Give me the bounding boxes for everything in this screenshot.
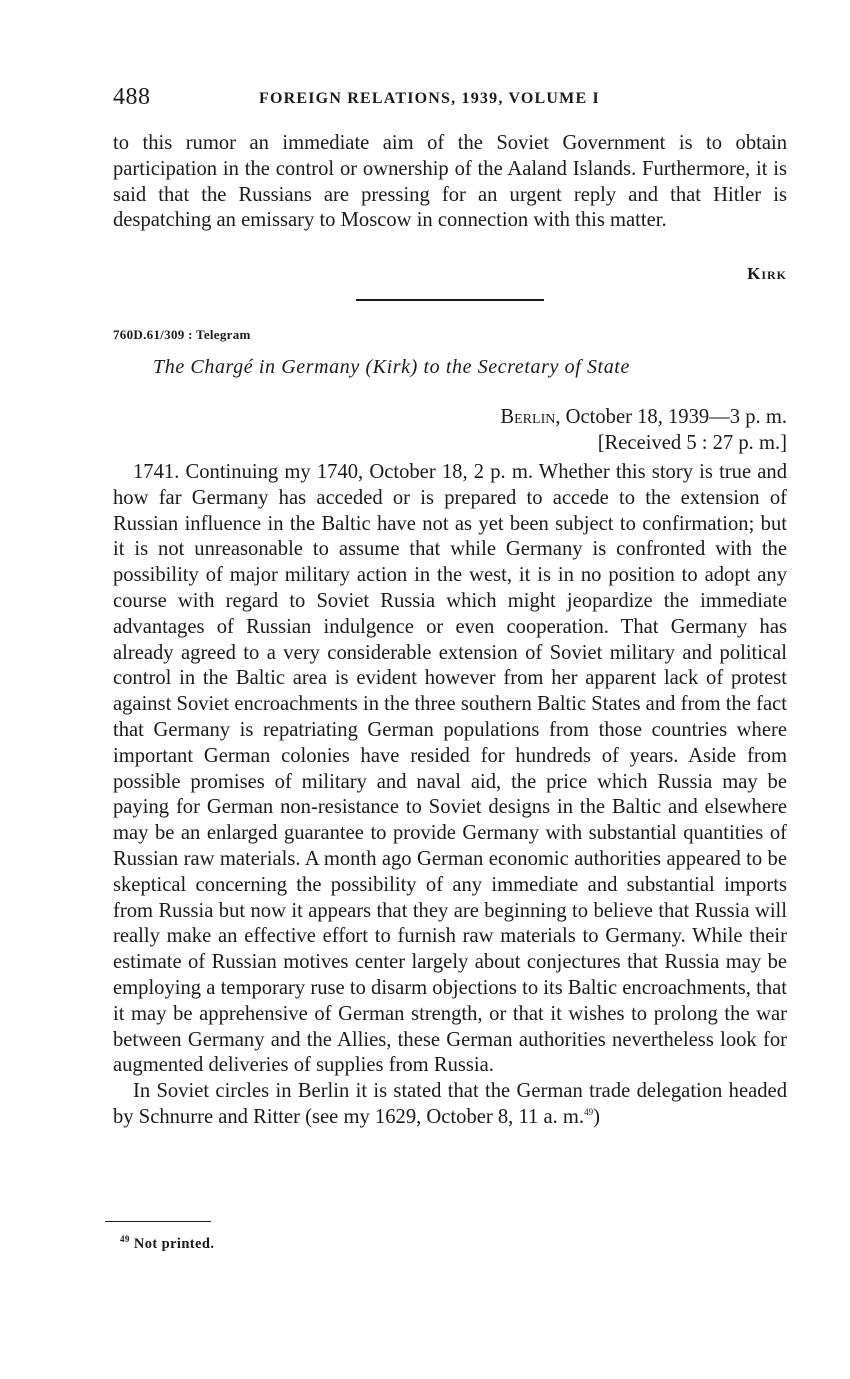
signature: Kirk bbox=[747, 264, 787, 283]
dateline-date: , October 18, 1939—3 p. m. bbox=[555, 406, 787, 428]
footnote-reference: 49 bbox=[584, 1107, 594, 1118]
file-number: 760D.61/309 : Telegram bbox=[113, 327, 251, 342]
footnote-marker: 49 bbox=[120, 1234, 130, 1245]
footnote-text: Not printed. bbox=[133, 1236, 215, 1252]
paragraph-2-text: In Soviet circles in Berlin it is stated that the German trade delegation headed by Schnurre and Ritter (see my 1629, October 8, 11 a. m. bbox=[113, 1080, 787, 1128]
continuation-paragraph: to this rumor an immediate aim of the Soviet Government is to obtain participation in the control or ownership of the Aaland Islands. Furthermore, it is said that the Russians are pressing for an urgent reply and that Hitler is despatching an emissary to Moscow in connection with this matter. bbox=[113, 132, 787, 232]
section-divider bbox=[356, 299, 544, 301]
telegram-paragraph-2 bbox=[113, 1079, 787, 1131]
telegram-body bbox=[113, 460, 787, 1131]
dateline-received: [Received 5 : 27 p. m.] bbox=[597, 432, 787, 454]
running-title: FOREIGN RELATIONS, 1939, VOLUME I bbox=[259, 90, 600, 107]
dateline-sent bbox=[500, 404, 787, 430]
running-header bbox=[113, 84, 787, 114]
footnote-divider bbox=[105, 1221, 211, 1222]
document-title: The Chargé in Germany (Kirk) to the Secretary of State bbox=[153, 356, 630, 378]
footnote bbox=[120, 1236, 214, 1253]
paragraph-2-tail: ) bbox=[593, 1105, 600, 1128]
page-number: 488 bbox=[113, 84, 151, 110]
previous-document-continuation bbox=[113, 131, 787, 234]
telegram-paragraph-1: 1741. Continuing my 1740, October 18, 2 p. m. Whether this story is true and how far Germany has acceded or is prepared to accede to the extension of Russian influence in the Baltic have not as yet been subject to confirmation; but it is not unreasonable to assume that while Germany is confronted with the possibility of major military action in the west, it is in no position to adopt any course with regard to Soviet Russia which might jeopardize the immediate advantages of Russian indulgence or even cooperation. That Germany has already agreed to a very considerable extension of Soviet military and political control in the Baltic area is evident however from her apparent lack of protest against Soviet encroachments in the three southern Baltic States and from the fact that Germany is repatriating German populations from those countries where important German colonies have resided for hundreds of years. Aside from possible promises of military and naval aid, the price which Russia may be paying for German non-resistance to Soviet designs in the Baltic and elsewhere may be an enlarged guarantee to provide Germany with substantial quantities of Russian raw materials. A month ago German economic authorities appeared to be skeptical concerning the possibility of any immediate and substantial imports from Russia but now it appears that they are beginning to believe that Russia will really make an effective effort to furnish raw materials to Germany. While their estimate of Russian motives center largely about conjectures that Russia may be employing a temporary ruse to disarm objections to its Baltic encroachments, that it may be apprehensive of German strength, or that it wishes to prolong the war between Germany and the Allies, these German authorities nevertheless look for augmented deliveries of supplies from Russia. bbox=[113, 461, 787, 1077]
dateline-place: Berlin bbox=[500, 406, 556, 428]
dateline bbox=[500, 404, 787, 456]
